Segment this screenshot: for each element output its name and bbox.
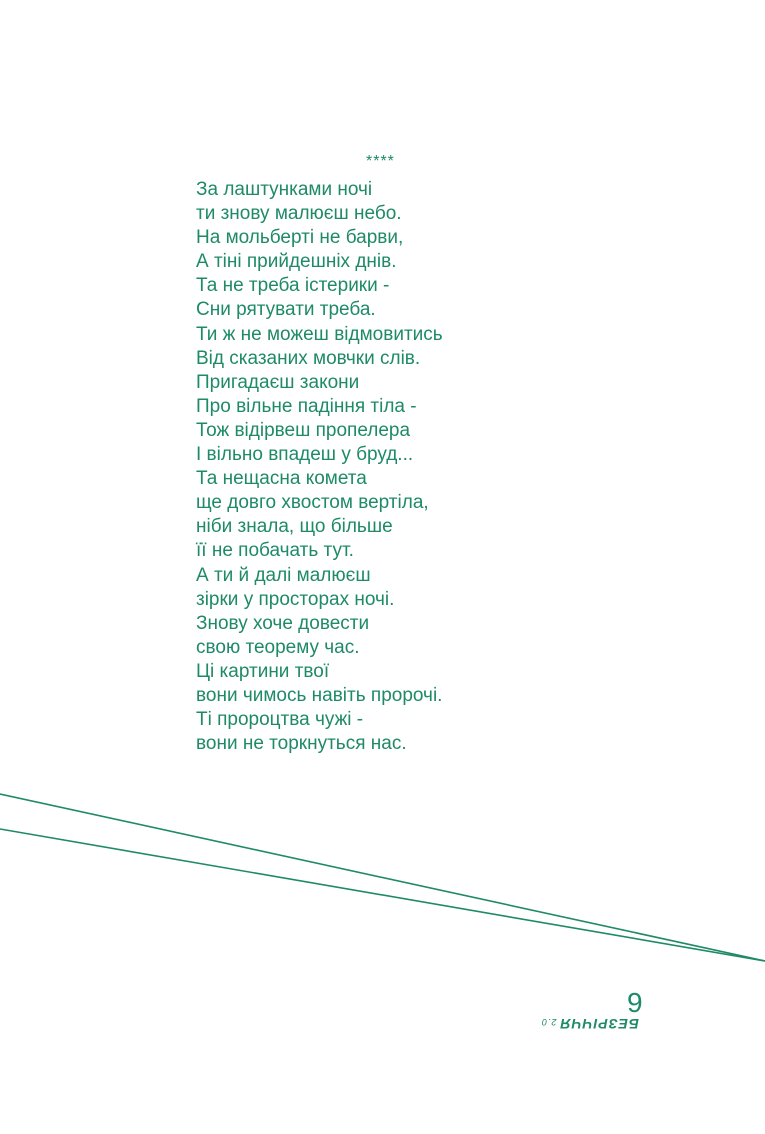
poem-line: Про вільне падіння тіла - — [196, 395, 417, 417]
decorative-line-lower — [0, 829, 765, 961]
poem-line: За лаштунками ночі — [196, 179, 373, 200]
poem-line: Ти ж не можеш відмовитись — [196, 323, 443, 345]
poem-line: Та не треба істерики - — [196, 275, 390, 297]
poem-line: Ці картини твої — [196, 660, 330, 682]
publication-logo — [541, 1014, 639, 1032]
poem-line: Та нещасна комета — [196, 468, 367, 490]
poem-line: вони не торкнуться нас. — [196, 733, 407, 755]
poem-line: Тож відірвеш пропелера — [196, 419, 411, 441]
logo-version: 2.0 — [541, 1017, 557, 1027]
logo-text: БЕЗРІЧЧЯ — [559, 1016, 639, 1032]
separator-stars: **** — [366, 153, 395, 170]
poem-line: зірки у просторах ночі. — [196, 588, 395, 610]
poem-line: ще довго хвостом вертіла, — [196, 492, 429, 514]
poem-line: Від сказаних мовчки слів. — [196, 347, 421, 369]
poem-line: І вільно впадеш у бруд... — [196, 444, 414, 466]
poem-line: її не побачать тут. — [196, 540, 354, 562]
poem-line: Пригадаєш закони — [196, 371, 360, 393]
poem-line: свою теорему час. — [196, 636, 360, 658]
poem-line: Знову хоче довести — [196, 612, 370, 634]
poem-line: Ті пророцтва чужі - — [196, 709, 364, 731]
poem-line: А тіні прийдешніх днів. — [196, 251, 397, 273]
decorative-line-upper — [0, 794, 765, 961]
poem-line: Сни рятувати треба. — [196, 299, 376, 321]
poem-line: А ти й далі малюєш — [196, 564, 371, 586]
page-number: 9 — [627, 987, 643, 1018]
poem-line: вони чимось навіть пророчі. — [196, 684, 443, 706]
poem-line: ніби знала, що більше — [196, 516, 393, 538]
poem-line: На мольберті не барви, — [196, 227, 404, 249]
poem-line: ти знову малюєш небо. — [196, 203, 402, 225]
